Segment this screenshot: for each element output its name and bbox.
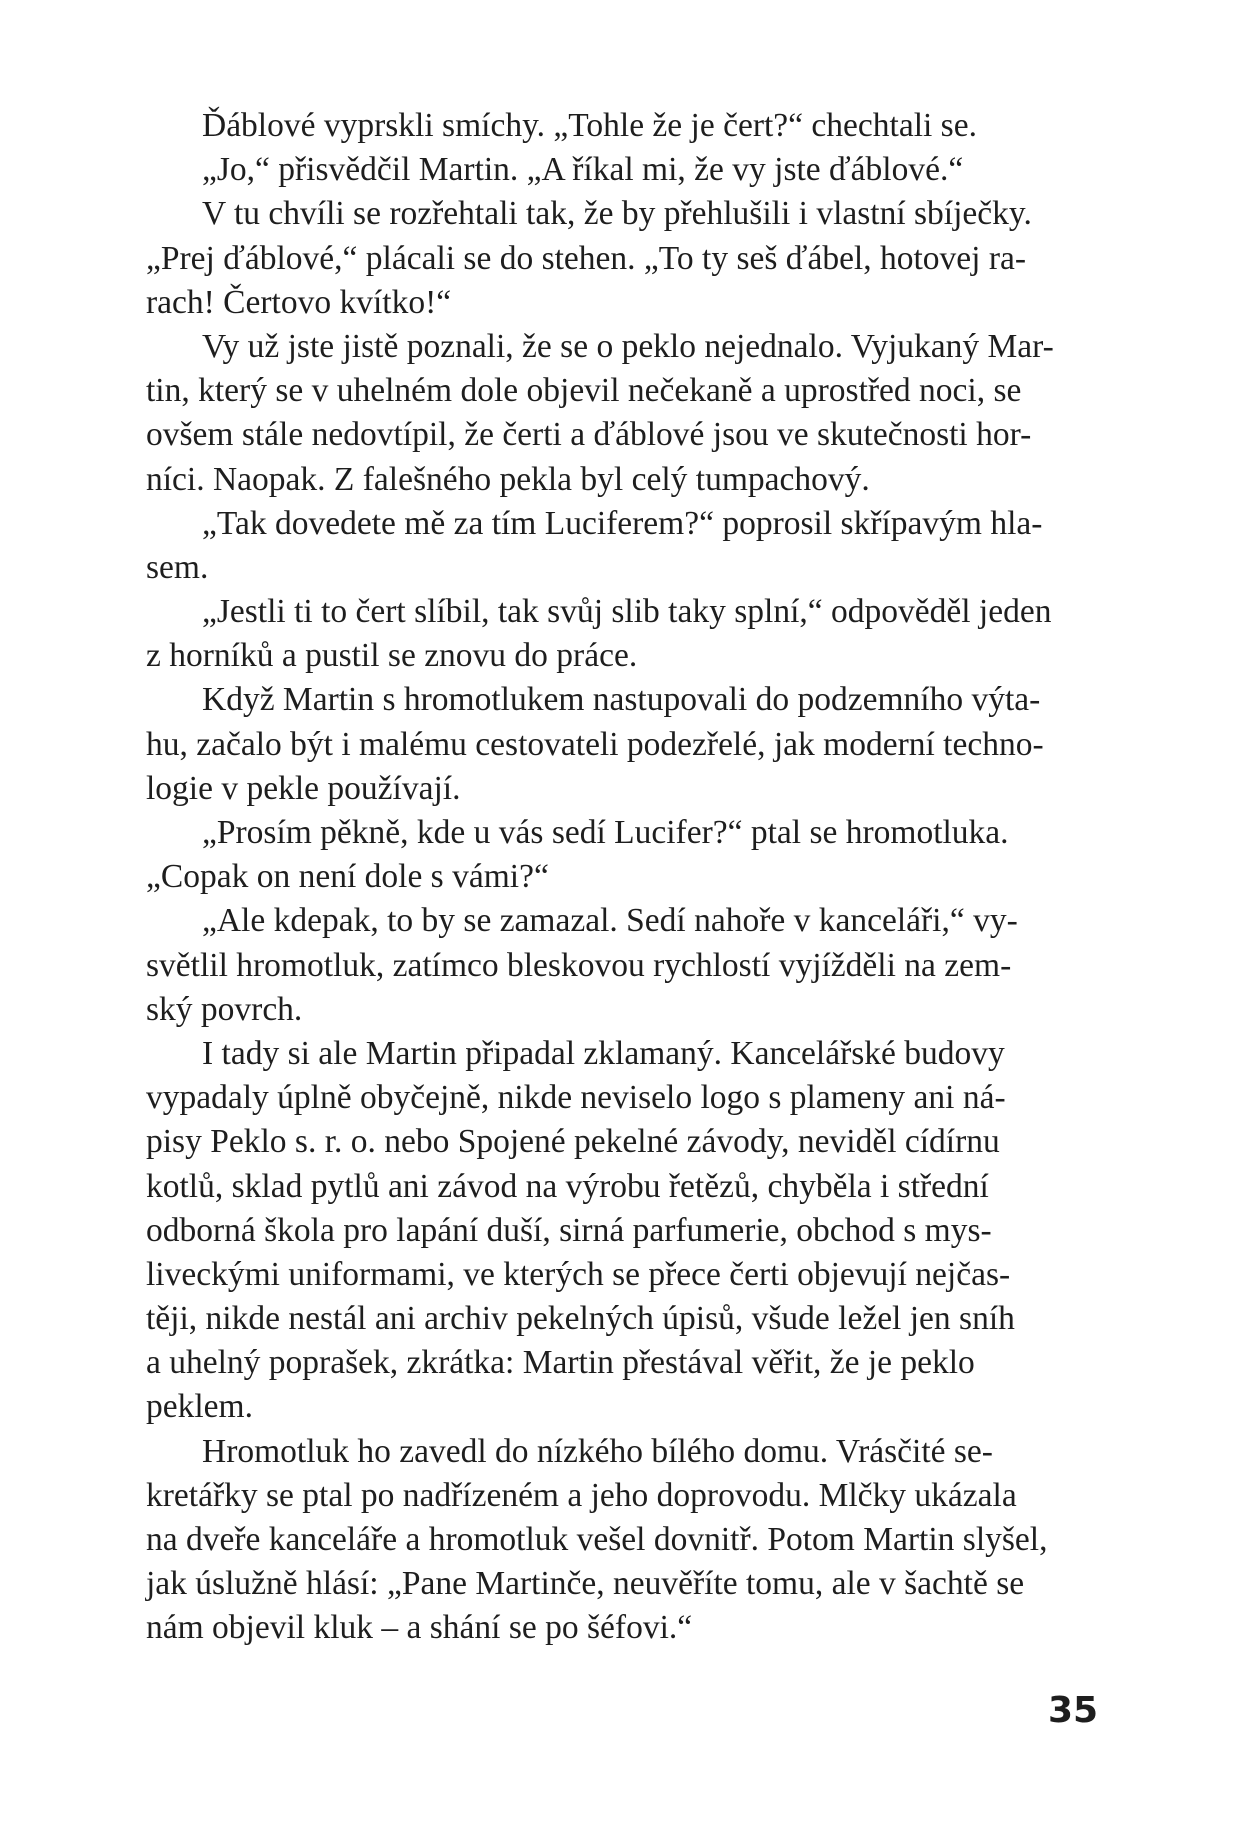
text-line: pisy Peklo s. r. o. nebo Spojené pekelné závody, neviděl cídírnu <box>146 1123 1000 1161</box>
page-number: 35 <box>1048 1690 1099 1731</box>
text-line: kotlů, sklad pytlů ani závod na výrobu řetězů, chyběla i střední <box>146 1167 989 1205</box>
text-line: I tady si ale Martin připadal zklamaný. Kancelářské budovy <box>202 1034 1005 1072</box>
text-line: tin, který se v uhelném dole objevil nečekaně a uprostřed noci, se <box>146 372 1022 410</box>
text-line: „Prej ďáblové,“ plácali se do stehen. „To ty seš ďábel, hotovej ra- <box>146 239 1027 277</box>
text-line: odborná škola pro lapání duší, sirná parfumerie, obchod s mys- <box>146 1211 992 1249</box>
text-line: světlil hromotluk, zatímco bleskovou rychlostí vyjížděli na zem- <box>146 946 1012 984</box>
text-line: kretářky se ptal po nadřízeném a jeho doprovodu. Mlčky ukázala <box>146 1476 1017 1514</box>
text-line: Ďáblové vyprskli smíchy. „Tohle že je čert?“ chechtali se. <box>202 107 977 144</box>
text-line: rach! Čertovo kvítko!“ <box>146 283 452 321</box>
text-line: těji, nikde nestál ani archiv pekelných úpisů, všude ležel jen sníh <box>146 1300 1015 1338</box>
text-line: Hromotluk ho zavedl do nízkého bílého domu. Vrásčité se- <box>202 1432 993 1470</box>
text-line: logie v pekle používají. <box>146 769 461 807</box>
text-line: na dveře kanceláře a hromotluk vešel dovnitř. Potom Martin slyšel, <box>146 1521 1048 1558</box>
text-line: „Prosím pěkně, kde u vás sedí Lucifer?“ ptal se hromotluka. <box>202 814 1009 851</box>
text-line: a uhelný poprašek, zkrátka: Martin přestával věřit, že je peklo <box>146 1344 975 1382</box>
body-text <box>146 104 1156 1651</box>
text-line: z horníků a pustil se znovu do práce. <box>146 637 638 675</box>
text-line: liveckými uniformami, ve kterých se přece čerti objevují nejčas- <box>146 1255 1011 1293</box>
text-line: Když Martin s hromotlukem nastupovali do podzemního výta- <box>202 681 1041 719</box>
text-line: ovšem stále nedovtípil, že čerti a ďáblové jsou ve skutečnosti hor- <box>146 416 1032 454</box>
text-line: „Jo,“ přisvědčil Martin. „A říkal mi, že vy jste ďáblové.“ <box>202 151 964 189</box>
text-line: Vy už jste jistě poznali, že se o peklo nejednalo. Vyjukaný Mar- <box>202 327 1054 365</box>
text-line: „Ale kdepak, to by se zamazal. Sedí nahoře v kanceláři,“ vy- <box>202 902 1018 940</box>
text-line: „Tak dovedete mě za tím Luciferem?“ poprosil skřípavým hla- <box>202 504 1043 542</box>
text-line: vypadaly úplně obyčejně, nikde neviselo logo s plameny ani ná- <box>146 1079 1006 1117</box>
text-line: peklem. <box>146 1388 253 1426</box>
text-line: hu, začalo být i malému cestovateli podezřelé, jak moderní techno- <box>146 725 1044 763</box>
text-line: níci. Naopak. Z falešného pekla byl celý tumpachový. <box>146 460 870 498</box>
text-line: „Jestli ti to čert slíbil, tak svůj slib taky splní,“ odpověděl jeden <box>202 593 1052 631</box>
text-line: „Copak on není dole s vámi?“ <box>146 858 549 896</box>
text-line: V tu chvíli se rozřehtali tak, že by přehlušili i vlastní sbíječky. <box>202 195 1032 233</box>
text-line: jak úslužně hlásí: „Pane Martinče, neuvěříte tomu, ale v šachtě se <box>146 1565 1025 1603</box>
text-line: ský povrch. <box>146 990 303 1028</box>
text-line: nám objevil kluk – a shání se po šéfovi.“ <box>146 1609 693 1647</box>
text-line: sem. <box>146 548 209 586</box>
